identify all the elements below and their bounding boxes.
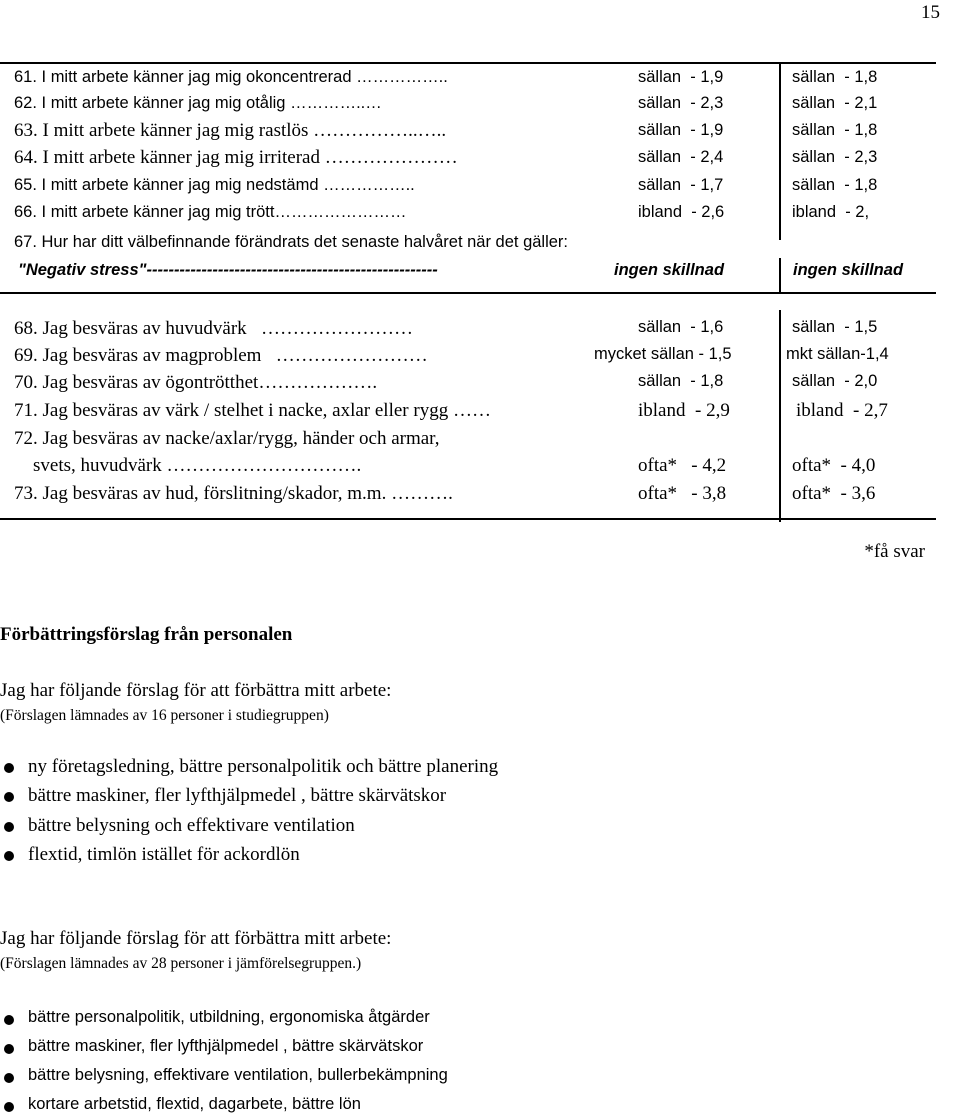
table1-row-col2: sällan - 2,1 [792,94,878,112]
negativ-stress-label: "Negativ stress"----------------------------------------------------- [18,261,438,279]
table1-row-col1: sällan - 2,4 [638,148,724,166]
group1-note: (Förslagen lämnades av 16 personer i studiegruppen) [0,707,329,724]
table2-bottom-rule [0,518,936,520]
bullet-icon [4,1073,14,1083]
table1-row-col1: sällan - 1,9 [638,68,724,86]
table1-row-label: 61. I mitt arbete känner jag mig okoncentrerad …………….. [14,68,448,86]
table2-row-label: 68. Jag besväras av huvudvärk …………………… [14,318,413,339]
table1-row-col2: sällan - 1,8 [792,176,878,194]
table1-bottom-rule [0,292,936,294]
group1-heading: Jag har följande förslag för att förbättra mitt arbete: [0,680,392,701]
table2-row-col2: sällan - 2,0 [792,372,878,390]
table2-row-col1: mycket sällan - 1,5 [594,345,732,363]
bullet-icon [4,1102,14,1112]
table1-row-col1: sällan - 2,3 [638,94,724,112]
table1-row-col1: ibland - 2,6 [638,203,725,221]
table2-row-label: svets, huvudvärk …………………………. [14,455,362,476]
bullet-icon [4,763,14,773]
table1-divider [779,64,781,240]
bullet-icon [4,851,14,861]
bullet-icon [4,1044,14,1054]
table2-divider [779,310,781,522]
section-title: Förbättringsförslag från personalen [0,624,293,645]
table1-row-col2: sällan - 2,3 [792,148,878,166]
group2-note: (Förslagen lämnades av 28 personer i jämförelsegruppen.) [0,955,362,972]
table2-row-col2: ibland - 2,7 [796,400,888,421]
table2-row-col1: ibland - 2,9 [638,400,730,421]
table1-row-col2: ibland - 2, [792,203,870,221]
group2-heading: Jag har följande förslag för att förbättra mitt arbete: [0,928,392,949]
table2-row-col1: ofta* - 3,8 [638,483,727,504]
negativ-stress-col1: ingen skillnad [614,261,725,279]
table2-row-col1: sällan - 1,8 [638,372,724,390]
table1-row-col1: sällan - 1,9 [638,121,724,139]
table1-row-label: 63. I mitt arbete känner jag mig rastlös ……………..….. [14,120,447,141]
table1-row-label: 66. I mitt arbete känner jag mig trött…………………… [14,203,407,221]
table2-row-col1: ofta* - 4,2 [638,455,727,476]
bullet-icon [4,1015,14,1025]
table2-row-label: 71. Jag besväras av värk / stelhet i nacke, axlar eller rygg …… [14,400,491,421]
table2-row-col2: ofta* - 3,6 [792,483,876,504]
table2-row-label: 69. Jag besväras av magproblem …………………… [14,345,428,366]
footnote: *få svar [864,541,925,562]
table2-row-col2: ofta* - 4,0 [792,455,876,476]
table1-row-col2: sällan - 1,8 [792,68,878,86]
table1-top-rule [0,62,936,64]
table1-row-label: 62. I mitt arbete känner jag mig otålig …………..… [14,94,382,112]
table2-row-col2: sällan - 1,5 [792,318,878,336]
bullet-icon [4,822,14,832]
table1-row-label: 64. I mitt arbete känner jag mig irriterad ………………… [14,147,458,168]
question-67: 67. Hur har ditt välbefinnande förändrats det senaste halvåret när det gäller: [14,233,569,251]
table2-row-label: 72. Jag besväras av nacke/axlar/rygg, händer och armar, [14,428,440,449]
table1-row-label: 65. I mitt arbete känner jag mig nedstämd …………….. [14,176,415,194]
bullet-icon [4,792,14,802]
table1-row-col1: sällan - 1,7 [638,176,724,194]
table2-row-label: 73. Jag besväras av hud, förslitning/skador, m.m. ………. [14,483,453,504]
page-number: 15 [921,2,940,23]
table1-row-col2: sällan - 1,8 [792,121,878,139]
table2-row-label: 70. Jag besväras av ögontrötthet………………. [14,372,378,393]
table2-row-col1: sällan - 1,6 [638,318,724,336]
negativ-stress-col2: ingen skillnad [793,261,904,279]
table1-divider-lower [779,258,781,294]
table2-row-col2: mkt sällan-1,4 [786,345,889,363]
